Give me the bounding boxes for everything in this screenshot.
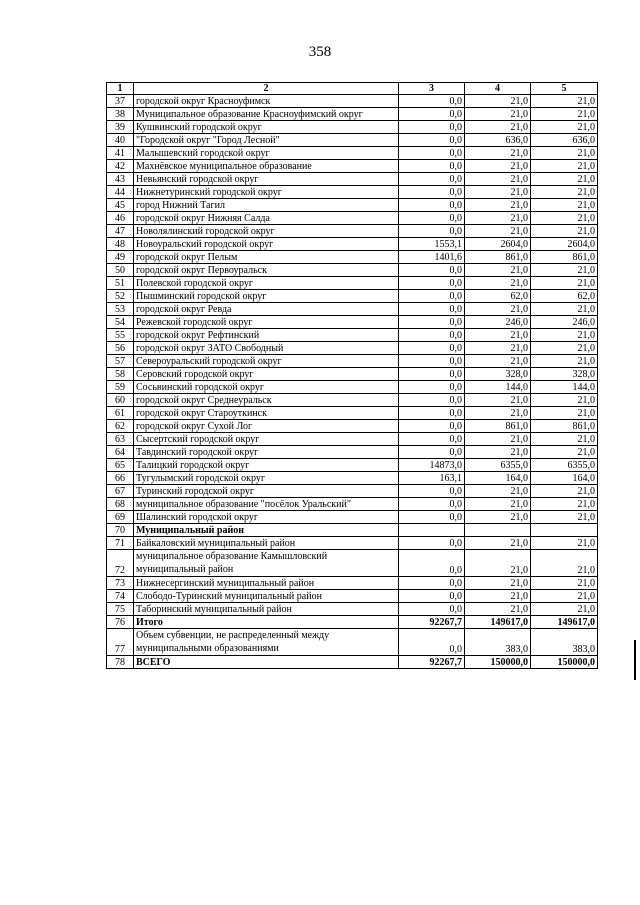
value-col-4: 21,0 (465, 511, 531, 524)
value-col-3: 0,0 (399, 95, 465, 108)
value-col-5 (531, 524, 598, 537)
value-col-5: 21,0 (531, 199, 598, 212)
row-number: 60 (107, 394, 134, 407)
value-col-5: 21,0 (531, 160, 598, 173)
table-row (107, 199, 598, 212)
municipality-name: муниципальное образование "посёлок Уральский" (134, 498, 399, 511)
table-header-row (107, 83, 598, 95)
value-col-3: 0,0 (399, 212, 465, 225)
table-row (107, 498, 598, 511)
value-col-4: 21,0 (465, 590, 531, 603)
value-col-4: 21,0 (465, 550, 531, 577)
value-col-3: 0,0 (399, 303, 465, 316)
value-col-4: 21,0 (465, 186, 531, 199)
value-col-4: 21,0 (465, 498, 531, 511)
value-col-3: 0,0 (399, 590, 465, 603)
value-col-3: 0,0 (399, 537, 465, 550)
value-col-3: 0,0 (399, 629, 465, 656)
value-col-3: 14873,0 (399, 459, 465, 472)
table-row (107, 355, 598, 368)
value-col-5: 861,0 (531, 251, 598, 264)
value-col-3: 0,0 (399, 160, 465, 173)
row-number: 51 (107, 277, 134, 290)
value-col-4: 21,0 (465, 355, 531, 368)
value-col-3: 0,0 (399, 121, 465, 134)
value-col-4: 6355,0 (465, 459, 531, 472)
municipality-name: Слободо-Туринский муниципальный район (134, 590, 399, 603)
municipality-name: городской округ Первоуральск (134, 264, 399, 277)
table-row (107, 303, 598, 316)
value-col-3: 0,0 (399, 147, 465, 160)
municipality-name: Серовский городской округ (134, 368, 399, 381)
table-row (107, 95, 598, 108)
value-col-4: 21,0 (465, 407, 531, 420)
value-col-5: 21,0 (531, 277, 598, 290)
value-col-5: 21,0 (531, 537, 598, 550)
table-row (107, 459, 598, 472)
value-col-5: 246,0 (531, 316, 598, 329)
subvention-table (106, 82, 598, 669)
municipality-name: городской округ Рефтинский (134, 329, 399, 342)
municipality-name: Муниципальный район (134, 524, 399, 537)
value-col-3: 92267,7 (399, 616, 465, 629)
table-row (107, 147, 598, 160)
row-number: 38 (107, 108, 134, 121)
row-number: 44 (107, 186, 134, 199)
value-col-5: 149617,0 (531, 616, 598, 629)
row-number: 69 (107, 511, 134, 524)
row-number: 54 (107, 316, 134, 329)
row-number: 55 (107, 329, 134, 342)
value-col-4: 21,0 (465, 95, 531, 108)
row-number: 41 (107, 147, 134, 160)
header-col-4: 4 (465, 83, 531, 95)
value-col-5: 21,0 (531, 329, 598, 342)
row-number: 63 (107, 433, 134, 446)
value-col-4: 246,0 (465, 316, 531, 329)
table-row (107, 342, 598, 355)
value-col-5: 144,0 (531, 381, 598, 394)
municipality-name: Итого (134, 616, 399, 629)
municipality-name: городской округ Ревда (134, 303, 399, 316)
municipality-name: Сысертский городской округ (134, 433, 399, 446)
municipality-name: Таборинский муниципальный район (134, 603, 399, 616)
municipality-name: Новоуральский городской округ (134, 238, 399, 251)
municipality-name: Сосьвинский городской округ (134, 381, 399, 394)
page-edge-mark (634, 640, 640, 680)
value-col-4: 21,0 (465, 342, 531, 355)
value-col-4: 861,0 (465, 251, 531, 264)
municipality-name: Кушвинский городской округ (134, 121, 399, 134)
row-number: 42 (107, 160, 134, 173)
row-number: 59 (107, 381, 134, 394)
row-number: 58 (107, 368, 134, 381)
row-number: 70 (107, 524, 134, 537)
value-col-4: 62,0 (465, 290, 531, 303)
value-col-4: 21,0 (465, 277, 531, 290)
row-number: 49 (107, 251, 134, 264)
municipality-name: Полевской городской округ (134, 277, 399, 290)
value-col-3: 0,0 (399, 603, 465, 616)
row-number: 75 (107, 603, 134, 616)
value-col-5: 21,0 (531, 550, 598, 577)
table-row (107, 656, 598, 669)
value-col-4: 150000,0 (465, 656, 531, 669)
table-row (107, 550, 598, 577)
value-col-5: 6355,0 (531, 459, 598, 472)
value-col-4: 21,0 (465, 225, 531, 238)
value-col-5: 861,0 (531, 420, 598, 433)
value-col-3: 0,0 (399, 134, 465, 147)
value-col-4: 328,0 (465, 368, 531, 381)
value-col-3: 1553,1 (399, 238, 465, 251)
value-col-3: 0,0 (399, 108, 465, 121)
municipality-name: Тавдинский городской округ (134, 446, 399, 459)
value-col-5: 150000,0 (531, 656, 598, 669)
value-col-3: 0,0 (399, 394, 465, 407)
value-col-4: 149617,0 (465, 616, 531, 629)
value-col-3: 0,0 (399, 433, 465, 446)
value-col-3: 163,1 (399, 472, 465, 485)
municipality-name: муниципальное образование Камышловский муниципальный район (134, 550, 399, 577)
municipality-name: городской округ Красноуфимск (134, 95, 399, 108)
value-col-3: 0,0 (399, 277, 465, 290)
municipality-name: городской округ ЗАТО Свободный (134, 342, 399, 355)
value-col-3: 92267,7 (399, 656, 465, 669)
row-number: 46 (107, 212, 134, 225)
value-col-3 (399, 524, 465, 537)
value-col-3: 0,0 (399, 485, 465, 498)
row-number: 72 (107, 550, 134, 577)
municipality-name: Талицкий городской округ (134, 459, 399, 472)
row-number: 76 (107, 616, 134, 629)
value-col-3: 0,0 (399, 355, 465, 368)
municipality-name: Нижнетуринский городской округ (134, 186, 399, 199)
row-number: 78 (107, 656, 134, 669)
municipality-name: Североуральский городской округ (134, 355, 399, 368)
value-col-3: 0,0 (399, 368, 465, 381)
municipality-name: городской округ Среднеуральск (134, 394, 399, 407)
value-col-5: 328,0 (531, 368, 598, 381)
table-row (107, 277, 598, 290)
value-col-5: 21,0 (531, 147, 598, 160)
municipality-name: городской округ Пелым (134, 251, 399, 264)
value-col-4: 21,0 (465, 199, 531, 212)
row-number: 56 (107, 342, 134, 355)
value-col-5: 21,0 (531, 121, 598, 134)
value-col-4: 21,0 (465, 603, 531, 616)
table-row (107, 616, 598, 629)
row-number: 53 (107, 303, 134, 316)
row-number: 65 (107, 459, 134, 472)
table-row (107, 316, 598, 329)
value-col-5: 21,0 (531, 433, 598, 446)
municipality-name: Туринский городской округ (134, 485, 399, 498)
municipality-name: Малышевский городской округ (134, 147, 399, 160)
table-row (107, 433, 598, 446)
value-col-4: 2604,0 (465, 238, 531, 251)
municipality-name: городской округ Староуткинск (134, 407, 399, 420)
value-col-3: 0,0 (399, 290, 465, 303)
value-col-5: 21,0 (531, 394, 598, 407)
table-row (107, 329, 598, 342)
table-row (107, 290, 598, 303)
value-col-5: 62,0 (531, 290, 598, 303)
table-row (107, 485, 598, 498)
table-row (107, 407, 598, 420)
municipality-name: Тугулымский городской округ (134, 472, 399, 485)
row-number: 68 (107, 498, 134, 511)
value-col-4: 21,0 (465, 173, 531, 186)
row-number: 66 (107, 472, 134, 485)
table-row (107, 446, 598, 459)
municipality-name: "Городской округ "Город Лесной" (134, 134, 399, 147)
value-col-4: 383,0 (465, 629, 531, 656)
value-col-5: 21,0 (531, 173, 598, 186)
table-row (107, 186, 598, 199)
value-col-5: 21,0 (531, 303, 598, 316)
row-number: 43 (107, 173, 134, 186)
value-col-4 (465, 524, 531, 537)
row-number: 50 (107, 264, 134, 277)
municipality-name: Режевской городской округ (134, 316, 399, 329)
value-col-5: 21,0 (531, 225, 598, 238)
value-col-5: 21,0 (531, 407, 598, 420)
header-col-3: 3 (399, 83, 465, 95)
value-col-4: 21,0 (465, 394, 531, 407)
value-col-3: 0,0 (399, 446, 465, 459)
value-col-5: 21,0 (531, 511, 598, 524)
value-col-5: 21,0 (531, 577, 598, 590)
table-row (107, 537, 598, 550)
municipality-name: Нижнесергинский муниципальный район (134, 577, 399, 590)
value-col-5: 21,0 (531, 186, 598, 199)
value-col-4: 21,0 (465, 329, 531, 342)
value-col-5: 21,0 (531, 212, 598, 225)
table-row (107, 420, 598, 433)
value-col-4: 21,0 (465, 147, 531, 160)
row-number: 40 (107, 134, 134, 147)
table-row (107, 212, 598, 225)
value-col-4: 21,0 (465, 160, 531, 173)
value-col-5: 21,0 (531, 108, 598, 121)
value-col-5: 636,0 (531, 134, 598, 147)
table-row (107, 603, 598, 616)
table-row (107, 472, 598, 485)
value-col-3: 0,0 (399, 186, 465, 199)
value-col-4: 636,0 (465, 134, 531, 147)
value-col-5: 21,0 (531, 603, 598, 616)
value-col-5: 21,0 (531, 264, 598, 277)
value-col-3: 0,0 (399, 173, 465, 186)
value-col-4: 164,0 (465, 472, 531, 485)
header-col-5: 5 (531, 83, 598, 95)
value-col-5: 21,0 (531, 498, 598, 511)
value-col-3: 1401,6 (399, 251, 465, 264)
value-col-3: 0,0 (399, 420, 465, 433)
municipality-name: Новолялинский городской округ (134, 225, 399, 238)
value-col-5: 21,0 (531, 355, 598, 368)
row-number: 67 (107, 485, 134, 498)
value-col-5: 21,0 (531, 342, 598, 355)
table-row (107, 368, 598, 381)
table-row (107, 108, 598, 121)
value-col-4: 21,0 (465, 121, 531, 134)
value-col-4: 21,0 (465, 264, 531, 277)
value-col-3: 0,0 (399, 329, 465, 342)
table-row (107, 577, 598, 590)
row-number: 62 (107, 420, 134, 433)
value-col-3: 0,0 (399, 225, 465, 238)
row-number: 45 (107, 199, 134, 212)
row-number: 37 (107, 95, 134, 108)
municipality-name: городской округ Сухой Лог (134, 420, 399, 433)
municipality-name: Пышминский городской округ (134, 290, 399, 303)
table-row (107, 394, 598, 407)
table-row (107, 225, 598, 238)
value-col-4: 21,0 (465, 108, 531, 121)
municipality-name: Муниципальное образование Красноуфимский округ (134, 108, 399, 121)
municipality-name: Махнёвское муниципальное образование (134, 160, 399, 173)
table-row (107, 381, 598, 394)
value-col-5: 164,0 (531, 472, 598, 485)
row-number: 47 (107, 225, 134, 238)
page-number: 358 (308, 44, 332, 60)
row-number: 57 (107, 355, 134, 368)
value-col-3: 0,0 (399, 316, 465, 329)
value-col-5: 21,0 (531, 95, 598, 108)
header-col-2: 2 (134, 83, 399, 95)
table-row (107, 134, 598, 147)
value-col-3: 0,0 (399, 550, 465, 577)
value-col-3: 0,0 (399, 511, 465, 524)
row-number: 73 (107, 577, 134, 590)
row-number: 71 (107, 537, 134, 550)
value-col-3: 0,0 (399, 407, 465, 420)
value-col-4: 21,0 (465, 212, 531, 225)
value-col-4: 21,0 (465, 537, 531, 550)
row-number: 77 (107, 629, 134, 656)
row-number: 48 (107, 238, 134, 251)
table-row (107, 524, 598, 537)
value-col-4: 21,0 (465, 485, 531, 498)
value-col-3: 0,0 (399, 342, 465, 355)
value-col-5: 21,0 (531, 590, 598, 603)
value-col-3: 0,0 (399, 498, 465, 511)
value-col-4: 144,0 (465, 381, 531, 394)
row-number: 64 (107, 446, 134, 459)
municipality-name: Шалинский городской округ (134, 511, 399, 524)
row-number: 61 (107, 407, 134, 420)
municipality-name: город Нижний Тагил (134, 199, 399, 212)
value-col-3: 0,0 (399, 264, 465, 277)
value-col-5: 21,0 (531, 446, 598, 459)
municipality-name: Байкаловский муниципальный район (134, 537, 399, 550)
value-col-3: 0,0 (399, 577, 465, 590)
municipality-name: городской округ Нижняя Салда (134, 212, 399, 225)
value-col-5: 383,0 (531, 629, 598, 656)
value-col-5: 2604,0 (531, 238, 598, 251)
table-row (107, 511, 598, 524)
value-col-4: 21,0 (465, 433, 531, 446)
table-row (107, 629, 598, 656)
value-col-4: 861,0 (465, 420, 531, 433)
municipality-name: Невьянский городской округ (134, 173, 399, 186)
value-col-4: 21,0 (465, 446, 531, 459)
table-row (107, 173, 598, 186)
row-number: 74 (107, 590, 134, 603)
row-number: 52 (107, 290, 134, 303)
row-number: 39 (107, 121, 134, 134)
value-col-4: 21,0 (465, 577, 531, 590)
table-row (107, 160, 598, 173)
header-col-1: 1 (107, 83, 134, 95)
value-col-3: 0,0 (399, 381, 465, 394)
value-col-3: 0,0 (399, 199, 465, 212)
table-row (107, 251, 598, 264)
table-row (107, 264, 598, 277)
municipality-name: Объем субвенции, не распределенный между муниципальными образованиями (134, 629, 399, 656)
table-row (107, 590, 598, 603)
municipality-name: ВСЕГО (134, 656, 399, 669)
value-col-5: 21,0 (531, 485, 598, 498)
table-row (107, 238, 598, 251)
table-row (107, 121, 598, 134)
value-col-4: 21,0 (465, 303, 531, 316)
